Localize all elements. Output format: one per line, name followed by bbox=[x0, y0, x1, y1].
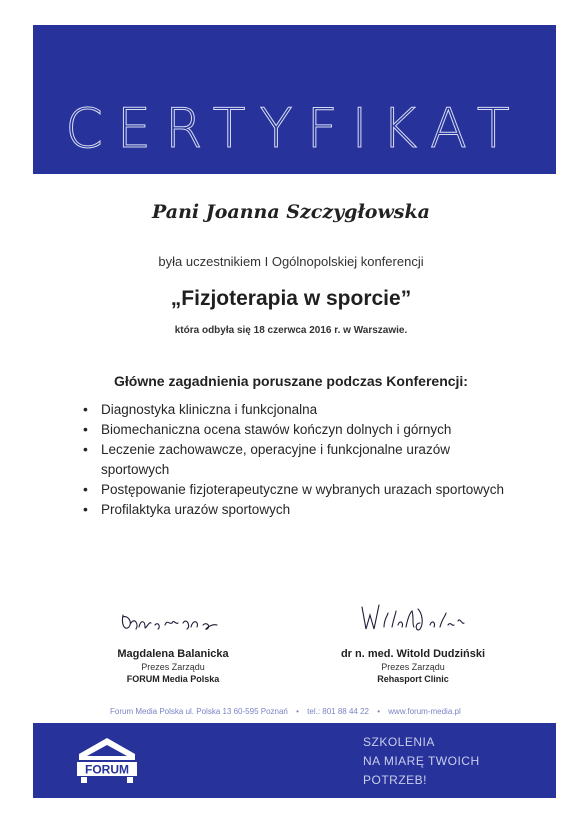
bullet-icon: • bbox=[83, 401, 88, 417]
footer-separator: • bbox=[377, 707, 381, 716]
topic-text: Postępowanie fizjoterapeutyczne w wybranych urazach sportowych bbox=[101, 481, 504, 497]
topic-text: Diagnostyka kliniczna i funkcjonalna bbox=[101, 402, 318, 417]
handwritten-signature-icon bbox=[113, 597, 233, 639]
slogan bbox=[363, 733, 543, 790]
topic-text: Leczenie zachowawcze, operacyjne i funkcjonalne urazów sportowych bbox=[101, 442, 450, 477]
handwritten-signature-icon bbox=[348, 597, 478, 639]
list-item bbox=[83, 400, 513, 420]
conference-date: która odbyła się 18 czerwca 2016 r. w Warszawie. bbox=[174, 325, 408, 336]
recipient-name: Pani Joanna Szczygłowska bbox=[152, 201, 430, 223]
footer-address: Forum Media Polska ul. Polska 13 60-595 Poznań bbox=[110, 707, 288, 716]
footer-separator: • bbox=[296, 707, 299, 716]
topics-list bbox=[83, 400, 513, 520]
list-item bbox=[83, 440, 513, 479]
footer-contact-line bbox=[110, 707, 500, 716]
list-item bbox=[83, 500, 513, 520]
footer-phone: tel.: 801 88 44 22 bbox=[307, 707, 369, 716]
bullet-icon: • bbox=[83, 441, 88, 457]
certificate-title: CERTYFIKAT bbox=[65, 97, 524, 160]
list-item bbox=[83, 420, 513, 440]
footer-banner bbox=[33, 723, 556, 798]
signatory-name: dr n. med. Witold Dudziński bbox=[340, 648, 486, 660]
signatory-role: Prezes Zarządu bbox=[141, 662, 205, 672]
signature-block-right bbox=[320, 597, 506, 684]
signatory-company: Rehasport Clinic bbox=[377, 674, 449, 684]
footer-website: www.forum-media.pl bbox=[388, 707, 461, 716]
signatory-name: Magdalena Balanicka bbox=[117, 648, 229, 660]
bullet-icon: • bbox=[83, 421, 88, 437]
signature-block-left bbox=[78, 597, 268, 684]
topic-text: Profilaktyka urazów sportowych bbox=[101, 501, 291, 517]
logo-text: FORUM bbox=[85, 762, 129, 777]
topic-text: Biomechaniczna ocena stawów kończyn dolnych i górnych bbox=[101, 422, 452, 437]
certificate-header-banner bbox=[33, 25, 556, 174]
slogan-line: NA MIARĘ TWOICH bbox=[363, 754, 480, 768]
signatory-company: FORUM Media Polska bbox=[126, 674, 220, 684]
participation-text: była uczestnikiem I Ogólnopolskiej konferencji bbox=[158, 254, 424, 269]
conference-title: „Fizjoterapia w sporcie” bbox=[170, 287, 412, 310]
slogan-line: SZKOLENIA bbox=[363, 735, 435, 749]
forum-logo-icon bbox=[77, 736, 137, 784]
list-item bbox=[83, 480, 513, 500]
topics-heading: Główne zagadnienia poruszane podczas Konferencji: bbox=[114, 373, 468, 389]
bullet-icon: • bbox=[83, 480, 88, 497]
slogan-line: POTRZEB! bbox=[363, 773, 428, 787]
bullet-icon: • bbox=[83, 500, 88, 517]
signatory-role: Prezes Zarządu bbox=[381, 662, 445, 672]
